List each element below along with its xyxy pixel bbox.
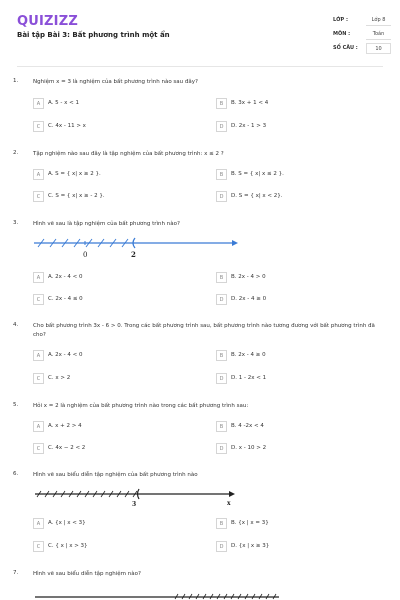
question-number: 5. [13,402,19,408]
option-text: B. 2x - 4 ≥ 0 [231,352,266,358]
question-number: 6. [13,471,19,477]
option-letter: B [216,169,227,180]
question-number: 1. [13,78,19,84]
option-text: B. 2x - 4 > 0 [231,274,266,280]
number-line-q7 [33,588,283,600]
option-text: C. S = { x| x ≥ - 2 }. [48,193,105,199]
question-text: Hình vẽ sau là tập nghiệm của bất phương trình nào? [33,221,180,227]
option-text: A. {x | x < 3} [48,520,86,526]
option-letter: A [33,421,44,432]
option-letter: A [33,169,44,180]
option-text: D. 2x - 4 ≥ 0 [231,296,267,302]
option-text: C. { x | x > 3} [48,543,88,549]
label-three: 3 [132,501,137,508]
option-text: A. x + 2 > 4 [48,423,82,429]
meta-value: 10 [366,43,391,54]
question-number: 2. [13,150,19,156]
question-text: Tập nghiệm nào sau đây là tập nghiệm của bất phương trình: x ≤ 2 ? [33,151,224,157]
option-letter: B [216,350,227,361]
option-letter: C [33,121,44,132]
worksheet-header [0,0,400,68]
option-text: C. 2x - 4 ≤ 0 [48,296,83,302]
question-text: Hình vẽ sau biểu diễn tập nghiệm của bất phương trình nào [33,472,198,478]
number-line-q6 [33,484,243,512]
question-text: Cho bất phương trình 3x - 6 > 0. Trong các bất phương trình sau, bất phương trình nào tương đương với bất phương trình đã cho? [33,323,375,338]
option-text: A. S = { x| x ≥ 2 }. [48,171,101,177]
question-number: 3. [13,220,19,226]
option-letter: C [33,541,44,552]
axis-arrow [232,240,238,246]
option-text: C. x > 2 [48,375,71,381]
option-letter: D [216,294,227,305]
option-text: D. S = { x| x < 2}. [231,193,283,199]
meta-key: MÔN : [333,31,351,37]
option-text: D. 1 - 2x < 1 [231,375,267,381]
question-text: Nghiệm x = 3 là nghiệm của bất phương trình nào sau đây? [33,79,198,85]
option-text: D. {x | x ≥ 3} [231,543,270,549]
option-text: B. 3x + 1 < 4 [231,100,269,106]
quizizz-logo[interactable]: QUIZIZZ [17,14,78,29]
option-text: D. 2x - 1 > 3 [231,123,267,129]
hatch-marks [175,594,276,599]
meta-value: Lớp 8 [366,15,391,26]
option-text: B. {x | x = 3} [231,520,269,526]
option-letter: B [216,421,227,432]
option-letter: D [216,541,227,552]
option-letter: C [33,191,44,202]
option-text: B. S = { x| x ≤ 2 }. [231,171,284,177]
option-text: D. x - 10 > 2 [231,445,267,451]
meta-key: LỚP : [333,17,348,23]
option-letter: D [216,373,227,384]
option-text: A. 2x - 4 < 0 [48,352,83,358]
meta-row-count [333,42,391,56]
option-letter: A [33,350,44,361]
option-text: C. 4x - 11 > x [48,123,86,129]
question-number: 7. [13,570,19,576]
question-text: Hỏi x = 2 là nghiệm của bất phương trình nào trong các bất phương trình sau: [33,403,249,409]
question-number: 4. [13,322,19,328]
option-letter: D [216,121,227,132]
worksheet-meta [333,14,391,56]
option-text: A. 2x - 4 < 0 [48,274,83,280]
meta-row-class [333,14,391,28]
option-text: A. 5 - x < 1 [48,100,80,106]
meta-row-subject [333,28,391,42]
label-zero: 0 [83,251,88,259]
option-letter: C [33,373,44,384]
option-letter: B [216,98,227,109]
option-letter: C [33,294,44,305]
option-letter: A [33,518,44,529]
option-letter: B [216,518,227,529]
option-letter: C [33,443,44,454]
label-x: x [227,500,231,507]
option-letter: B [216,272,227,283]
worksheet-title: Bài tập Bài 3: Bất phương trình một ẩn [17,31,170,39]
option-letter: D [216,191,227,202]
header-divider [17,66,383,67]
option-letter: D [216,443,227,454]
question-text: Hình vẽ sau biểu diễn tập nghiệm nào? [33,571,141,577]
meta-key: SỐ CÂU : [333,45,358,51]
meta-value: Toán [366,29,391,40]
option-text: C. 4x − 2 < 2 [48,445,86,451]
option-letter: A [33,98,44,109]
number-line-q3 [32,233,242,263]
axis-arrow [229,491,235,497]
option-text: B. 4 -2x < 4 [231,423,264,429]
label-two: 2 [131,250,136,259]
option-letter: A [33,272,44,283]
